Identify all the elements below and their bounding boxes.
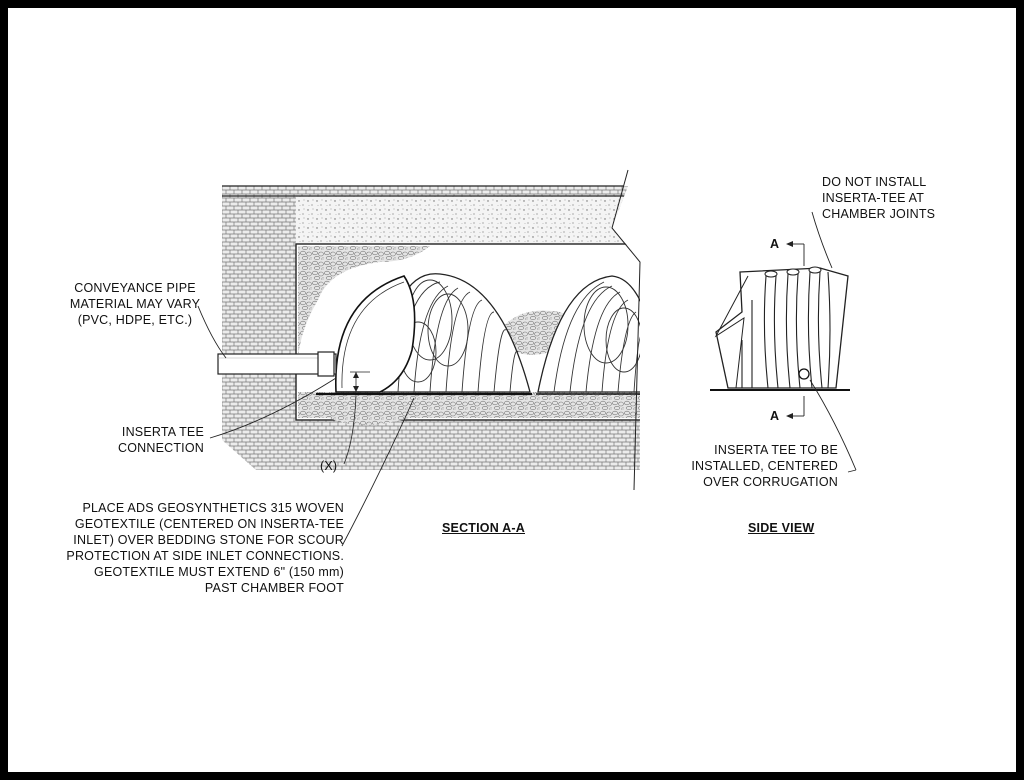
note-line: GEOTEXTILE (CENTERED ON INSERTA-TEE [74,517,344,531]
side-view-drawing [710,212,856,472]
section-marker-bottom: A [770,409,780,423]
note-line: PAST CHAMBER FOOT [204,581,344,595]
section-a-a-drawing [222,186,660,476]
note-line: INSERTA TEE TO BE [714,443,838,457]
note-line: PROTECTION AT SIDE INLET CONNECTIONS. [66,549,344,563]
note-line: PLACE ADS GEOSYNTHETICS 315 WOVEN [82,501,344,515]
note-line: (PVC, HDPE, ETC.) [77,313,193,327]
note-line: CONVEYANCE PIPE [74,281,196,295]
note-line: INSERTA TEE [121,425,204,439]
note-line: GEOTEXTILE MUST EXTEND 6" (150 mm) [94,565,344,579]
note-line: CHAMBER JOINTS [822,207,936,221]
note-line: INSTALLED, CENTERED [691,459,838,473]
inserta-tee-location-marker [799,369,809,379]
side-view-title: SIDE VIEW [748,521,815,535]
note-conveyance-pipe [60,280,210,328]
note-line: DO NOT INSTALL [822,175,927,189]
drawing-sheet [8,8,1016,772]
note-geotextile [38,500,344,596]
note-line: INLET) OVER BEDDING STONE FOR SCOUR [73,533,344,547]
note-inserta-tee-to-be [668,442,838,490]
detail-drawing [8,8,1016,772]
section-marker-top: A [770,237,780,251]
section-a-a-title: SECTION A-A [442,521,525,535]
note-inserta-tee-connection [104,424,204,456]
cover-backfill [296,196,642,246]
x-dimension-label: (X) [320,459,338,473]
note-do-not-install [822,174,935,222]
note-line: MATERIAL MAY VARY [69,297,201,311]
note-line: INSERTA-TEE AT [822,191,925,205]
conveyance-pipe [218,352,336,376]
note-line: CONNECTION [117,441,204,455]
note-line: OVER CORRUGATION [703,475,838,489]
